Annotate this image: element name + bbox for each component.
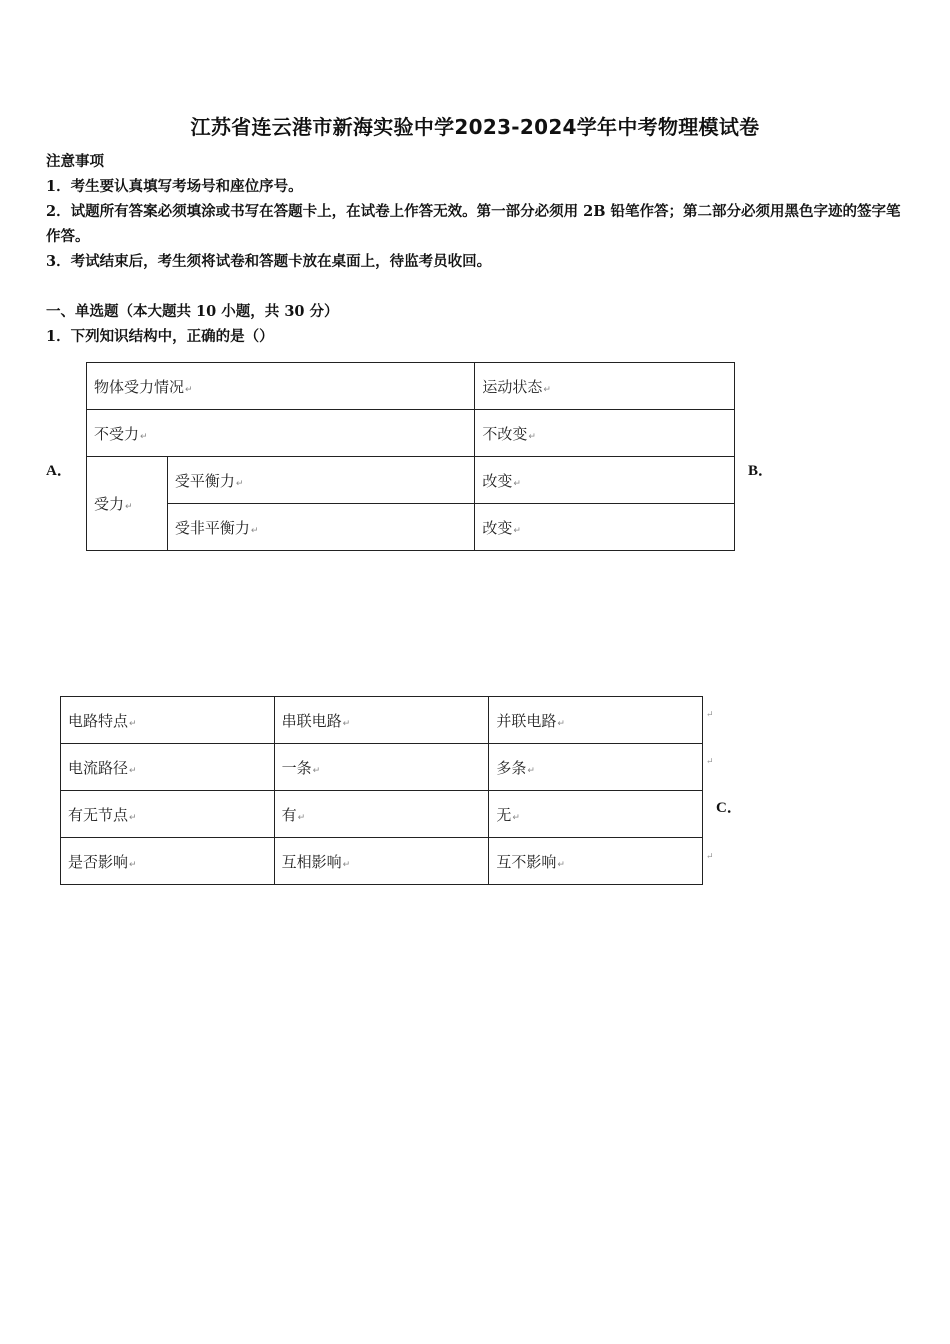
table-row: [61, 744, 703, 791]
table-cell: 改变↵: [475, 504, 735, 551]
option-a-table: [86, 362, 735, 551]
table-cell: 物体受力情况↵: [87, 363, 475, 410]
table-cell: 运动状态↵: [475, 363, 735, 410]
notice-item-2: 2．试题所有答案必须填涂或书写在答题卡上，在试卷上作答无效。第一部分必须用 2B 铅笔作答；第二部分必须用黑色字迹的签字笔作答。: [46, 203, 901, 245]
table-cell: 有无节点↵: [61, 791, 275, 838]
table-cell: 不改变↵: [475, 410, 735, 457]
option-c-label: C．: [716, 800, 742, 816]
table-cell: 受平衡力↵: [167, 457, 475, 504]
notice-item-3: 3．考试结束后，考生须将试卷和答题卡放在桌面上，待监考员收回。: [46, 253, 492, 270]
table-cell: 改变↵: [475, 457, 735, 504]
row-end-mark: ↵: [706, 710, 714, 720]
notice-heading: 注意事项: [46, 153, 104, 170]
table-cell: 无↵: [489, 791, 703, 838]
table-row: [87, 504, 735, 551]
table-cell: 多条↵: [489, 744, 703, 791]
table-cell: 受力↵: [87, 457, 168, 551]
table-cell: 不受力↵: [87, 410, 475, 457]
table-cell: 有↵: [274, 791, 489, 838]
table-row: [87, 363, 735, 410]
question-1-stem: 1．下列知识结构中，正确的是（）: [46, 328, 274, 345]
table-row: [61, 697, 703, 744]
table-cell: 互不影响↵: [489, 838, 703, 885]
table-row: [61, 838, 703, 885]
table-cell: 电路特点↵: [61, 697, 275, 744]
row-end-mark: ↵: [706, 757, 714, 767]
option-a-label: A．: [46, 463, 72, 479]
table-cell: 互相影响↵: [274, 838, 489, 885]
table-cell: 受非平衡力↵: [167, 504, 475, 551]
table-row: [61, 791, 703, 838]
table-cell: 并联电路↵: [489, 697, 703, 744]
notice-item-1: 1．考生要认真填写考场号和座位序号。: [46, 178, 303, 195]
table-row: [87, 410, 735, 457]
table-cell: 电流路径↵: [61, 744, 275, 791]
section-heading: 一、单选题（本大题共 10 小题，共 30 分）: [46, 303, 339, 320]
table-row: [87, 457, 735, 504]
table-cell: 串联电路↵: [274, 697, 489, 744]
exam-title: 江苏省连云港市新海实验中学2023-2024学年中考物理模试卷: [190, 115, 760, 139]
row-end-mark: ↵: [706, 852, 714, 862]
table-cell: 是否影响↵: [61, 838, 275, 885]
table-cell: 一条↵: [274, 744, 489, 791]
option-c-table: [60, 696, 703, 885]
option-b-label: B．: [748, 463, 774, 479]
